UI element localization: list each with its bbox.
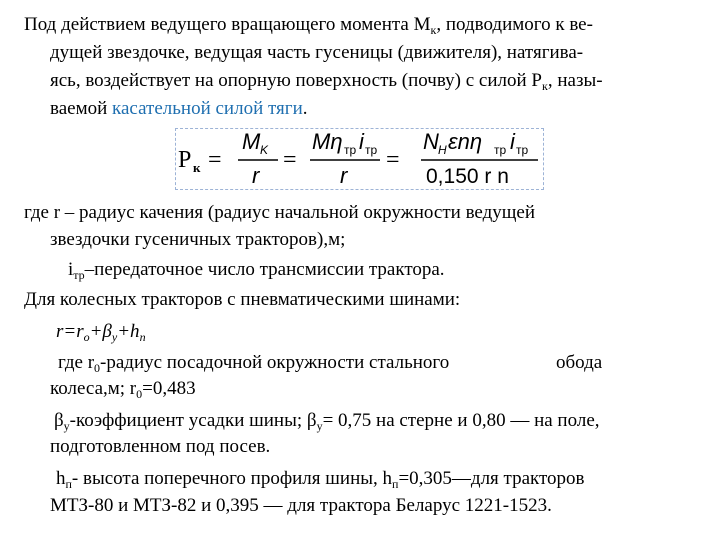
text-line: дущей звездочке, ведущая часть гусеницы (движителя), натягива- [50, 42, 584, 63]
f3-numerator: N [423, 129, 439, 154]
text-line: где $r_0$-радиус посадочной окружности стального [58, 352, 450, 375]
formula-eq: = [283, 147, 297, 173]
f3-numerator-i: i [510, 129, 515, 154]
formula-eq: = [208, 147, 222, 173]
f1-denominator: r [252, 163, 260, 188]
f2-numerator-sub2: тр [365, 143, 378, 157]
wheel-radius-equation: $r=r_o+\beta_y+h_n$ [56, 321, 146, 344]
text-line: ясь, воздействует на опорную поверхность (почву) с силой $Р_к$, назы- [50, 70, 603, 93]
traction-force-link[interactable]: касательной силой тяги [112, 98, 303, 119]
traction-force-formula [175, 128, 544, 190]
text-line: ваемой касательной силой тяги. [50, 98, 308, 119]
formula-graphic [176, 129, 543, 189]
f3-numerator-sub1: H [438, 143, 447, 157]
f2-numerator-sub1: тр [344, 143, 357, 157]
formula-lhs: P [178, 147, 192, 173]
text-line: колеса,м; $r_0=0,483$ [50, 378, 196, 401]
formula-lhs-sub: к [193, 160, 201, 175]
formula-eq: = [386, 147, 400, 173]
f3-numerator-sub2: тр [494, 143, 507, 157]
text-line: $\beta_у$-коэффициент усадки шины; $\beta_у= 0,75$ на стерне и 0,80 — на поле, [54, 410, 600, 433]
text-line: $i_{тр}$–передаточное число трансмиссии трактора. [68, 259, 445, 282]
text-line: $h_п-$ высота поперечного профиля шины, $h_п=0,305—для$ тракторов [56, 468, 585, 491]
f3-numerator-sub3: тр [516, 143, 529, 157]
f1-numerator-sub: K [260, 143, 269, 157]
f3-denominator: 0,150 r n [426, 165, 509, 188]
f1-numerator: M [242, 129, 261, 154]
text-line: подготовленном под посев. [50, 436, 271, 457]
text-line: Для колесных тракторов с пневматическими шинами: [24, 289, 461, 310]
text-line: звездочки гусеничных тракторов),м; [50, 229, 346, 250]
f2-numerator-i: i [359, 129, 364, 154]
text-line: где r – радиус качения (радиус начальной окружности ведущей [24, 202, 536, 223]
text-line: Под действием ведущего вращающего момента $М_к$, подводимого к ве- [24, 14, 593, 37]
f2-denominator: r [340, 163, 348, 188]
text-line: МТЗ-80 и МТЗ-82 и 0,395 — для трактора Беларус 1221-1523. [50, 495, 552, 516]
f2-numerator: Mη [312, 129, 343, 154]
f3-numerator-mid: εnη [448, 129, 483, 154]
text-line: обода [556, 352, 603, 373]
